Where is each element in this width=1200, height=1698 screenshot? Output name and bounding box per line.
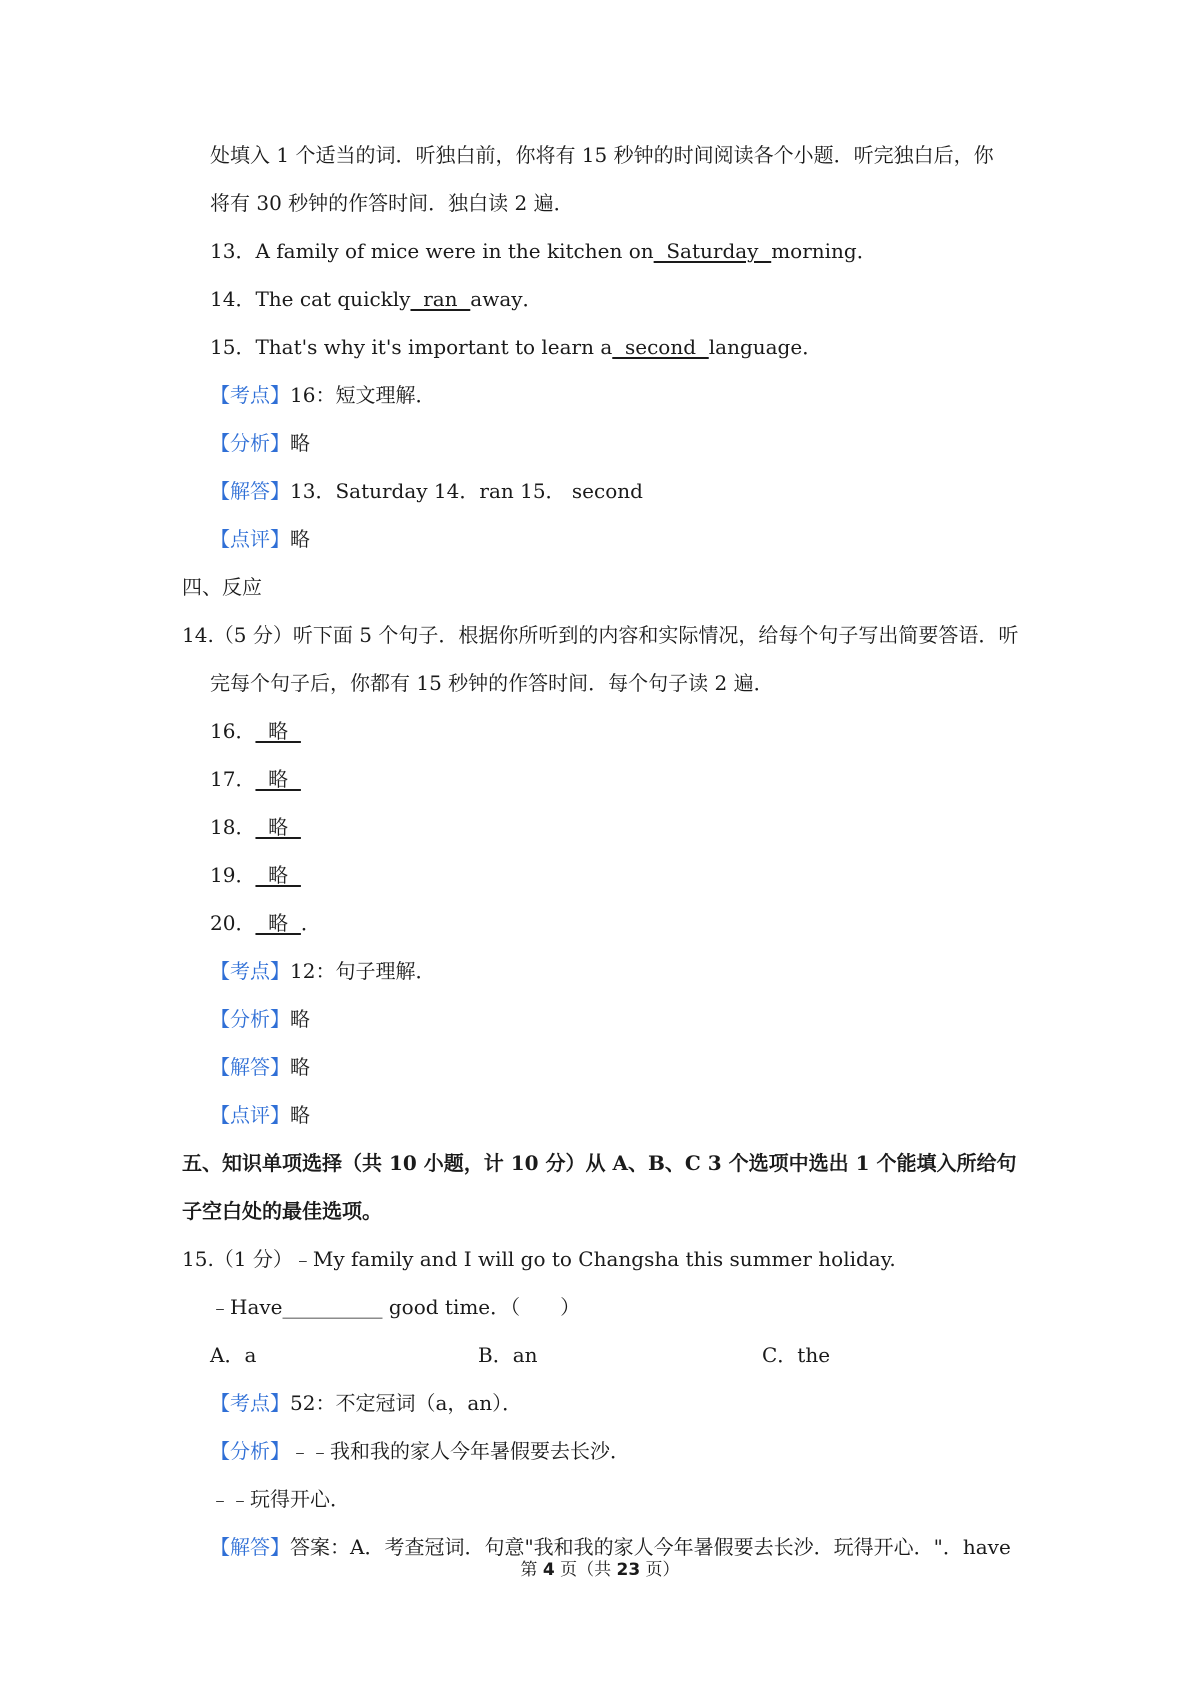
answer-item-19 xyxy=(210,861,301,889)
question-stem: ﹣Have__________ good time．（ ） xyxy=(210,1295,581,1319)
kaodian-text: 16：短文理解． xyxy=(290,383,436,407)
item-number: 16． xyxy=(210,719,256,743)
answer-item-20 xyxy=(210,909,321,937)
answer-blank: 略 xyxy=(255,911,301,935)
dianping-text: 略 xyxy=(290,527,310,551)
jieda-tag: 【解答】 xyxy=(210,1055,290,1079)
question-15 xyxy=(210,333,822,361)
dianping-tag: 【点评】 xyxy=(210,1103,290,1127)
page-total: 23 xyxy=(616,1560,641,1580)
text-line: 处填入 1 个适当的词．听独白前，你将有 15 秒钟的时间阅读各个小题．听完独白后，你 xyxy=(210,143,994,167)
item-number: 20． xyxy=(210,911,256,935)
fenxi-tag: 【分析】 xyxy=(210,1007,290,1031)
answer-blank: 略 xyxy=(255,863,301,887)
jieda-row xyxy=(210,477,643,505)
fenxi-tag: 【分析】 xyxy=(210,1439,290,1463)
dianping-tag: 【点评】 xyxy=(210,527,290,551)
page-footer xyxy=(0,1558,1200,1582)
jieda-text: 13．Saturday 14．ran 15． second xyxy=(290,479,643,503)
answer-blank: 略 xyxy=(255,815,301,839)
fenxi-text: ﹣﹣我和我的家人今年暑假要去长沙． xyxy=(290,1439,630,1463)
kaodian-text: 52：不定冠词（a，an）． xyxy=(290,1391,523,1415)
item-end: ． xyxy=(300,911,321,935)
answer-item-17 xyxy=(210,765,301,793)
answer-item-18 xyxy=(210,813,301,841)
fenxi-row xyxy=(210,1437,630,1465)
section-heading: 子空白处的最佳选项。 xyxy=(182,1199,382,1223)
jieda-tag: 【解答】 xyxy=(210,479,290,503)
answer-blank: Saturday xyxy=(653,239,772,263)
question-text: away． xyxy=(470,287,543,311)
page-number: 4 xyxy=(542,1560,555,1580)
item-number: 17． xyxy=(210,767,256,791)
answer-blank: 略 xyxy=(255,767,301,791)
question-text: 13．A family of mice were in the kitchen on xyxy=(210,239,654,263)
question-text: 15．That's why it's important to learn a xyxy=(210,335,613,359)
kaodian-tag: 【考点】 xyxy=(210,383,290,407)
question-13 xyxy=(210,237,877,265)
dianping-row xyxy=(210,525,310,553)
dianping-row xyxy=(210,1101,310,1129)
option-a: A．a xyxy=(210,1343,257,1367)
fenxi-continuation: ﹣﹣玩得开心． xyxy=(210,1487,350,1511)
question-14 xyxy=(210,285,543,313)
jieda-text: 略 xyxy=(290,1055,310,1079)
kaodian-tag: 【考点】 xyxy=(210,1391,290,1415)
question-text: morning． xyxy=(771,239,877,263)
section-heading: 五、知识单项选择（共 10 小题，计 10 分）从 A、B、C 3 个选项中选出 1 个能填入所给句 xyxy=(182,1151,1017,1175)
answer-blank: second xyxy=(612,335,709,359)
jieda-row xyxy=(210,1053,310,1081)
dianping-text: 略 xyxy=(290,1103,310,1127)
question-stem: 15.（1 分）﹣My family and I will go to Changsha this summer holiday. xyxy=(182,1247,896,1271)
options-row xyxy=(210,1341,910,1369)
jieda-tag: 【解答】 xyxy=(210,1535,290,1559)
fenxi-row xyxy=(210,429,310,457)
question-stem: 完每个句子后，你都有 15 秒钟的作答时间．每个句子读 2 遍． xyxy=(210,671,774,695)
section-heading: 四、反应 xyxy=(182,575,262,599)
footer-text: 第 xyxy=(520,1560,543,1580)
fenxi-text: 略 xyxy=(290,431,310,455)
answer-item-16 xyxy=(210,717,301,745)
kaodian-row xyxy=(210,1389,522,1417)
jieda-row xyxy=(210,1533,1011,1561)
answer-blank: 略 xyxy=(255,719,301,743)
kaodian-row xyxy=(210,381,435,409)
jieda-text: 答案：A．考查冠词．句意"我和我的家人今年暑假要去长沙．玩得开心．"．have xyxy=(290,1535,1011,1559)
footer-text: 页） xyxy=(640,1560,680,1580)
fenxi-row xyxy=(210,1005,310,1033)
option-b: B．an xyxy=(478,1343,538,1367)
question-text: 14．The cat quickly xyxy=(210,287,411,311)
kaodian-tag: 【考点】 xyxy=(210,959,290,983)
answer-blank: ran xyxy=(410,287,471,311)
question-text: language． xyxy=(708,335,823,359)
footer-text: 页（共 xyxy=(554,1560,617,1580)
text-line: 将有 30 秒钟的作答时间．独白读 2 遍． xyxy=(210,191,574,215)
item-number: 19． xyxy=(210,863,256,887)
kaodian-row xyxy=(210,957,435,985)
fenxi-tag: 【分析】 xyxy=(210,431,290,455)
item-number: 18． xyxy=(210,815,256,839)
kaodian-text: 12：句子理解． xyxy=(290,959,436,983)
question-stem: 14.（5 分）听下面 5 个句子．根据你所听到的内容和实际情况，给每个句子写出简要答语．听 xyxy=(182,623,1019,647)
fenxi-text: 略 xyxy=(290,1007,310,1031)
option-c: C．the xyxy=(762,1343,831,1367)
